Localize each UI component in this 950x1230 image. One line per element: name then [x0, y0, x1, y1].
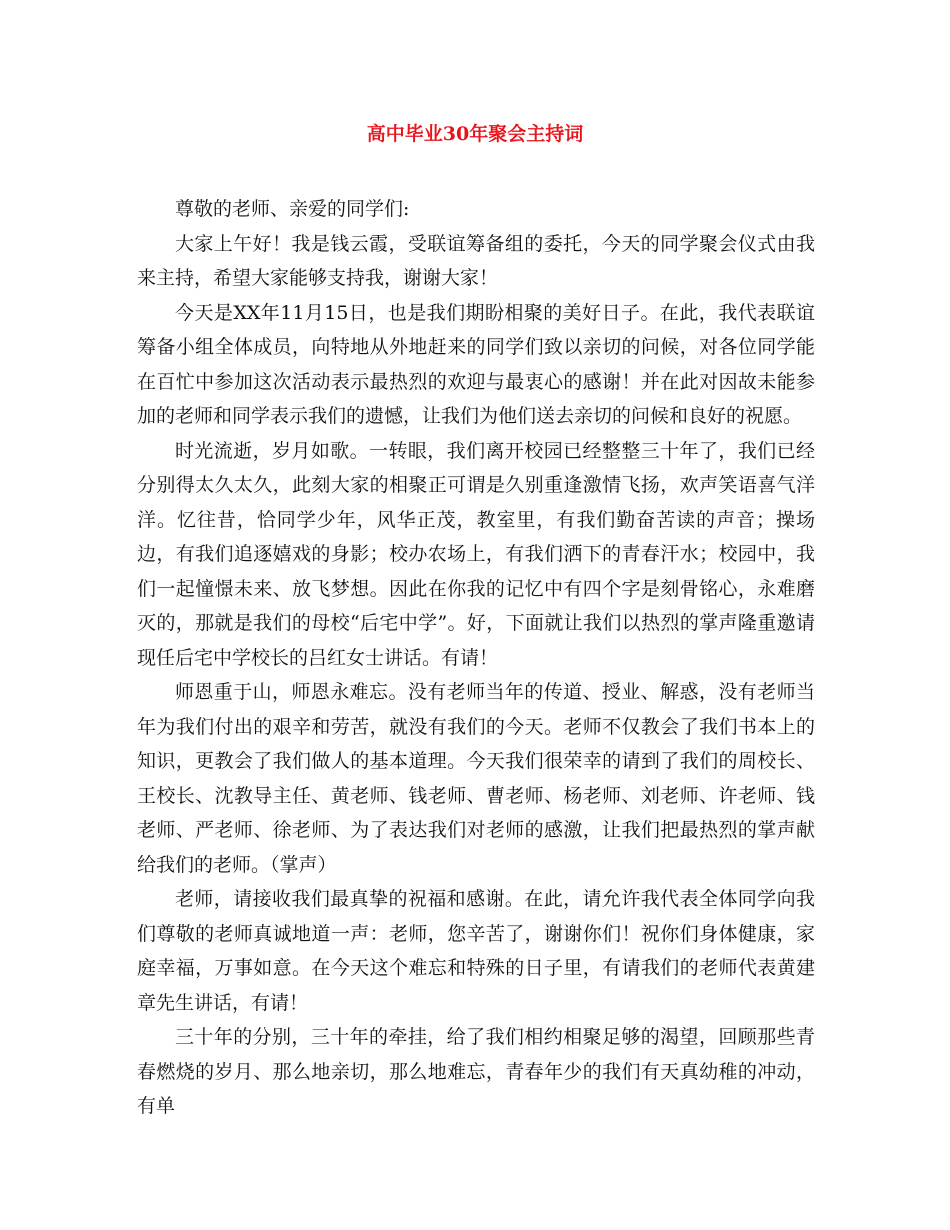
paragraph-reunion: 三十年的分别，三十年的牵挂，给了我们相约相聚足够的渴望，回顾那些青春燃烧的岁月、那么地亲切，那么地难忘，青春年少的我们有天真幼稚的冲动，有单 [137, 1026, 815, 1117]
paragraph-memories: 时光流逝，岁月如歌。一转眼，我们离开校园已经整整三十年了，我们已经分别得太久太久，此刻大家的相聚正可谓是久别重逢激情飞扬，欢声笑语喜气洋洋。忆往昔，恰同学少年，风华正茂，教室里，有我们勤奋苦读的声音；操场边，有我们追逐嬉戏的身影；校办农场上，有我们洒下的青春汗水；校园中，我们一起憧憬未来、放飞梦想。因此在你我的记忆中有四个字是刻骨铭心，永难磨灭的，那就是我们的母校“后宅中学”。好，下面就让我们以热烈的掌声隆重邀请现任后宅中学校长的吕红女士讲话。有请！ [137, 439, 815, 669]
paragraph-greeting: 大家上午好！我是钱云霞，受联谊筹备组的委托，今天的同学聚会仪式由我来主持，希望大家能够支持我，谢谢大家！ [137, 232, 815, 289]
paragraph-welcome: 今天是XX年11月15日，也是我们期盼相聚的美好日子。在此，我代表联谊筹备小组全体成员，向特地从外地赶来的同学们致以亲切的问候，对各位同学能在百忙中参加这次活动表示最热烈的欢迎与最衷心的感谢！并在此对因故未能参加的老师和同学表示我们的遗憾，让我们为他们送去亲切的问候和良好的祝愿。 [137, 301, 815, 427]
paragraph-teachers: 师恩重于山，师恩永难忘。没有老师当年的传道、授业、解惑，没有老师当年为我们付出的艰辛和劳苦，就没有我们的今天。老师不仅教会了我们书本上的知识，更教会了我们做人的基本道理。今天我们很荣幸的请到了我们的周校长、王校长、沈教导主任、黄老师、钱老师、曹老师、杨老师、刘老师、许老师、钱老师、严老师、徐老师、为了表达我们对老师的感激，让我们把最热烈的掌声献给我们的老师。（掌声） [137, 681, 815, 876]
document-body [137, 192, 815, 1124]
document-title: 高中毕业30年聚会主持词 [366, 123, 584, 145]
paragraph-thanks: 老师，请接收我们最真挚的祝福和感谢。在此，请允许我代表全体同学向我们尊敬的老师真诚地道一声：老师，您辛苦了，谢谢你们！祝你们身体健康，家庭幸福，万事如意。在今天这个难忘和特殊的日子里，有请我们的老师代表黄建章先生讲话，有请！ [137, 888, 815, 1014]
paragraph-salutation: 尊敬的老师、亲爱的同学们: [175, 198, 410, 220]
